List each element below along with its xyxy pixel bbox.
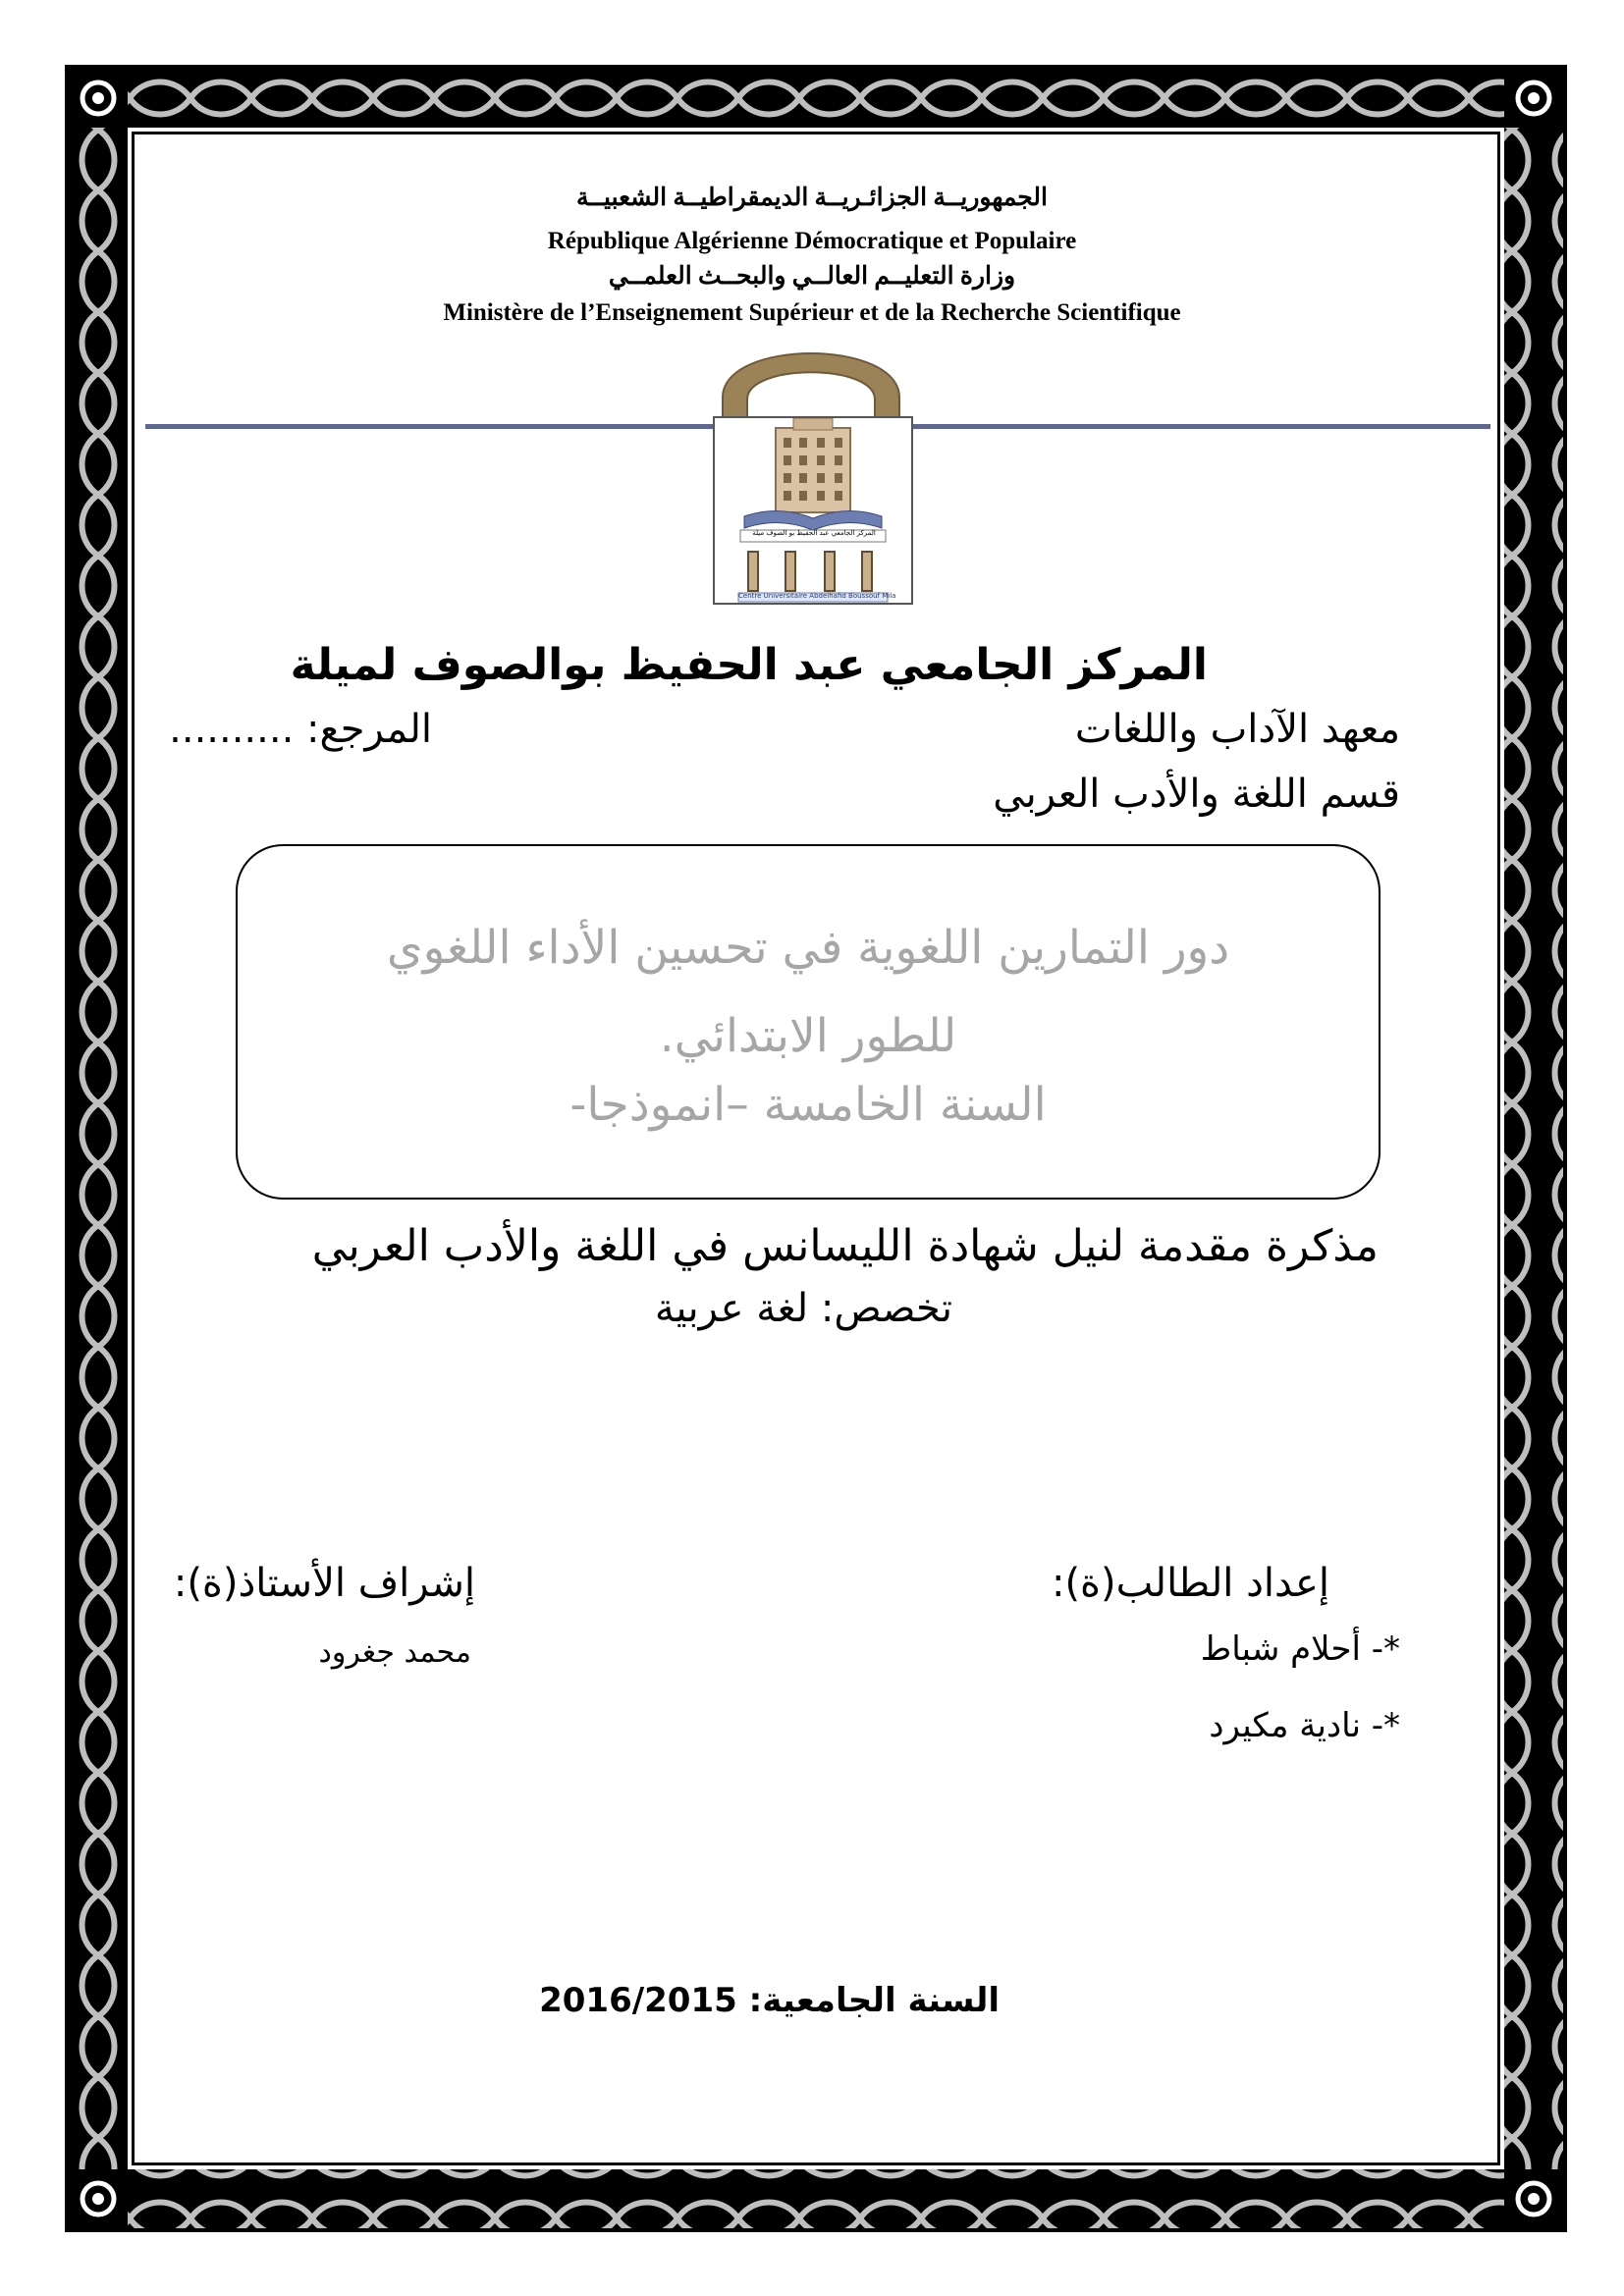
degree-statement: مذكرة مقدمة لنيل شهادة الليسانس في اللغة والأدب العربي [311, 1221, 1379, 1271]
thesis-title-line3: السنة الخامسة –انموذجا- [569, 1078, 1047, 1132]
institute-name: معهد الآداب واللغات [1074, 707, 1400, 752]
students-label: إعداد الطالب(ة): [1051, 1561, 1329, 1606]
thesis-title-line1: دور التمارين اللغوية في تحسين الأداء اللغوي [386, 921, 1230, 975]
logo-caption-french: Centre Universitaire Abdelhafid Boussouf Mila [738, 592, 896, 600]
ministry-french: Ministère de l’Enseignement Supérieur et de la Recherche Scientifique [443, 299, 1181, 326]
student-name-1: *- أحلام شباط [1200, 1629, 1400, 1669]
logo-caption-arabic: المركز الجامعي عبد الحفيظ بو الصوف ميلة [752, 529, 876, 537]
logo-arch [713, 319, 909, 422]
supervisor-name: محمد جغرود [318, 1635, 471, 1670]
student-name-2: *- نادية مكيرد [1209, 1706, 1400, 1745]
thesis-title-line2: للطور الابتدائي. [659, 1009, 957, 1063]
university-logo [713, 416, 913, 605]
supervisor-label: إشراف الأستاذ(ة): [173, 1561, 475, 1606]
header-rule-left [145, 424, 713, 429]
header-rule-right [909, 424, 1490, 429]
specialty: تخصص: لغة عربية [654, 1286, 952, 1331]
reference-field: المرجع: .......... [169, 707, 432, 752]
republic-french: République Algérienne Démocratique et Populaire [547, 228, 1077, 254]
republic-arabic: الجمهوريــة الجزائـريــة الديمقراطيــة الشعبيــة [576, 185, 1048, 211]
institution-name: المركز الجامعي عبد الحفيظ بوالصوف لميلة [290, 640, 1208, 690]
ministry-arabic: وزارة التعليــم العالــي والبحــث العلمــي [608, 263, 1016, 290]
building-icon [715, 418, 911, 603]
academic-year: السنة الجامعية: 2016/2015 [539, 1981, 1000, 2020]
department-name: قسم اللغة والأدب العربي [993, 772, 1400, 817]
